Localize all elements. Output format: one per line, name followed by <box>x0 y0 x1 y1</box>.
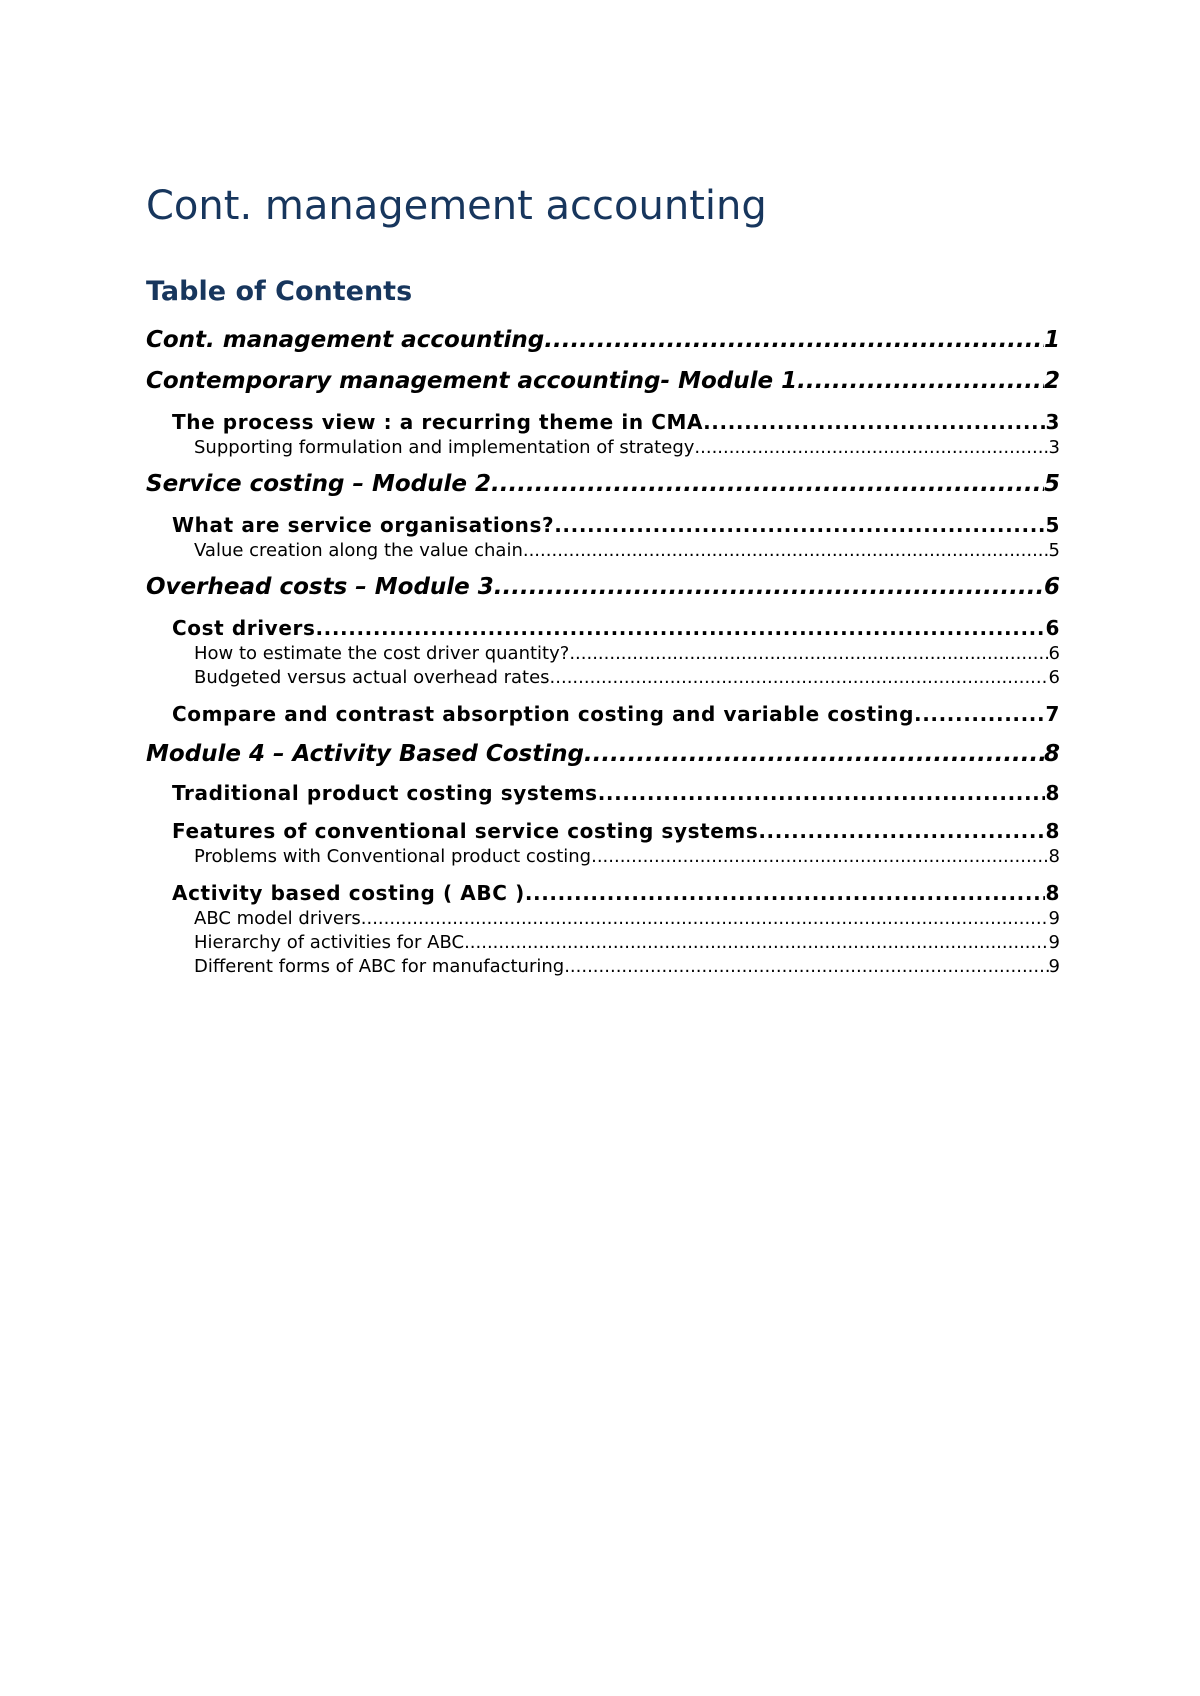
toc-entry[interactable] <box>194 955 1060 979</box>
dot-leader <box>598 780 1046 806</box>
dot-leader <box>550 666 1049 690</box>
toc-entry[interactable] <box>194 931 1060 955</box>
dot-leader <box>584 739 1044 769</box>
toc-entry[interactable] <box>194 907 1060 931</box>
toc-entry-label: Supporting formulation and implementation of strategy <box>194 437 695 458</box>
toc-entry-label: Overhead costs – Module 3 <box>146 574 494 600</box>
toc-entry-page: 5 <box>1045 513 1060 537</box>
dot-leader <box>569 642 1048 666</box>
dot-leader <box>797 366 1044 396</box>
toc-entry-page: 3 <box>1048 437 1060 458</box>
toc-entry[interactable] <box>172 780 1060 806</box>
toc-entry-page: 8 <box>1048 846 1060 867</box>
toc-entry[interactable] <box>194 436 1060 460</box>
toc-entry[interactable] <box>172 409 1060 435</box>
dot-leader <box>523 539 1049 563</box>
toc-entry-page: 9 <box>1048 956 1060 977</box>
document-page <box>146 0 1060 1696</box>
toc-entry[interactable] <box>172 818 1060 844</box>
dot-leader <box>554 512 1045 538</box>
dot-leader <box>315 615 1045 641</box>
toc-entry-page: 6 <box>1048 643 1060 664</box>
dot-leader <box>591 845 1048 869</box>
toc-entry[interactable] <box>146 366 1060 396</box>
toc-entry-label: Value creation along the value chain <box>194 540 523 561</box>
toc-entry[interactable] <box>146 572 1060 602</box>
toc-heading: Table of Contents <box>146 276 413 307</box>
toc-entry-page: 1 <box>1043 327 1060 353</box>
toc-entry-page: 9 <box>1048 908 1060 929</box>
toc-entry[interactable] <box>194 642 1060 666</box>
dot-leader <box>758 818 1045 844</box>
dot-leader <box>544 325 1044 355</box>
toc-entry-label: Problems with Conventional product costing <box>194 846 592 867</box>
toc-entry[interactable] <box>194 539 1060 563</box>
toc-entry-label: Traditional product costing systems <box>172 781 598 805</box>
dot-leader <box>525 880 1046 906</box>
dot-leader <box>914 701 1045 727</box>
toc-entry[interactable] <box>172 701 1060 727</box>
toc-entry-page: 5 <box>1048 540 1060 561</box>
toc-entry[interactable] <box>172 615 1060 641</box>
toc-entry[interactable] <box>146 325 1060 355</box>
toc-entry-label: Cost drivers <box>172 616 316 640</box>
toc-entry-page: 7 <box>1045 702 1060 726</box>
toc-entry[interactable] <box>172 880 1060 906</box>
toc-entry-page: 6 <box>1045 616 1060 640</box>
dot-leader <box>703 409 1045 435</box>
toc-entry-label: What are service organisations? <box>172 513 555 537</box>
dot-leader <box>464 931 1048 955</box>
toc-entry-label: Service costing – Module 2 <box>146 471 491 497</box>
toc-entry-page: 6 <box>1043 574 1060 600</box>
toc-entry-label: Module 4 – Activity Based Costing <box>146 741 584 767</box>
dot-leader <box>564 955 1048 979</box>
toc-entry-label: ABC model drivers <box>194 908 361 929</box>
toc-entry-label: Contemporary management accounting- Module 1 <box>146 368 798 394</box>
toc-entry-label: Different forms of ABC for manufacturing <box>194 956 565 977</box>
toc-entry[interactable] <box>194 666 1060 690</box>
dot-leader <box>361 907 1049 931</box>
dot-leader <box>694 436 1048 460</box>
toc-entry-page: 3 <box>1045 410 1060 434</box>
dot-leader <box>494 572 1044 602</box>
toc-entry-label: The process view : a recurring theme in CMA <box>172 410 704 434</box>
toc-entry-page: 9 <box>1048 932 1060 953</box>
toc-entry-label: How to estimate the cost driver quantity? <box>194 643 570 664</box>
toc-entry-page: 5 <box>1043 471 1060 497</box>
toc-entry-label: Cont. management accounting <box>146 327 545 353</box>
toc-entry-page: 8 <box>1045 781 1060 805</box>
toc-entry[interactable] <box>194 845 1060 869</box>
document-title: Cont. management accounting <box>146 183 767 229</box>
toc-entry-label: Budgeted versus actual overhead rates <box>194 667 550 688</box>
toc-entry-label: Features of conventional service costing systems <box>172 819 759 843</box>
toc-entry[interactable] <box>172 512 1060 538</box>
toc-entry-page: 8 <box>1045 819 1060 843</box>
toc-entry-page: 8 <box>1043 741 1060 767</box>
toc-entry-page: 2 <box>1043 368 1060 394</box>
toc-entry-label: Compare and contrast absorption costing and variable costing <box>172 702 915 726</box>
toc-entry-label: Hierarchy of activities for ABC <box>194 932 465 953</box>
toc-entry-page: 8 <box>1045 881 1060 905</box>
toc-entry[interactable] <box>146 739 1060 769</box>
toc-entry-label: Activity based costing ( ABC ) <box>172 881 525 905</box>
dot-leader <box>491 469 1044 499</box>
toc-entry[interactable] <box>146 469 1060 499</box>
toc-entry-page: 6 <box>1048 667 1060 688</box>
